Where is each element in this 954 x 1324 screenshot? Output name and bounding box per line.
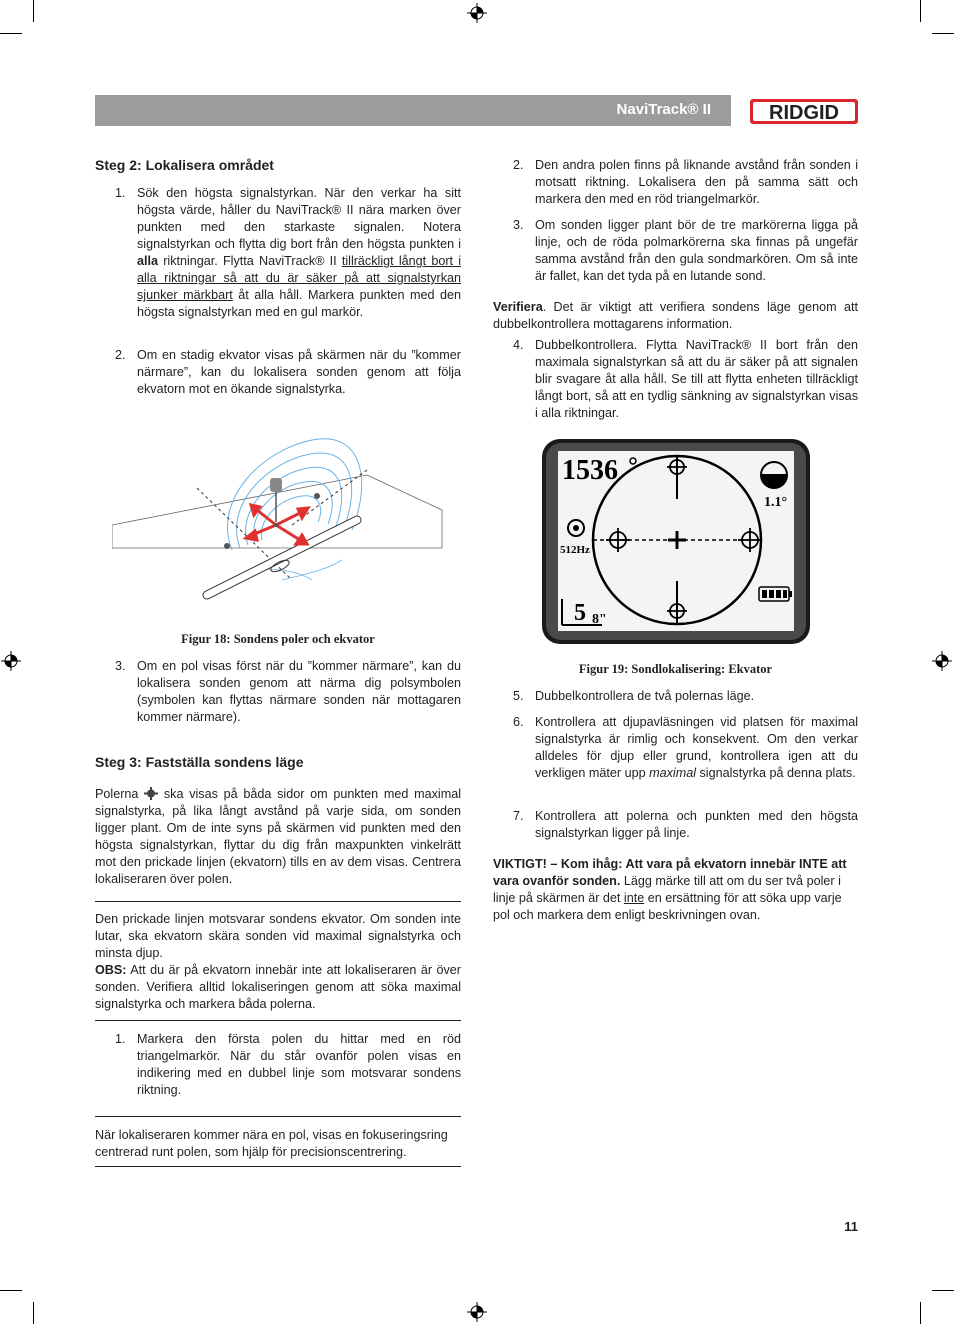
- list-item: 3. Om sonden ligger plant bör de tre markörerna ligga på linje, och de röda polmarkörerna ska finnas på ungefär samma avstånd från den gula sondmarkören. Om så inte är fallet, kan det tyda på en lutande sond.: [513, 218, 858, 283]
- depth-inch-readout: 8": [592, 612, 607, 627]
- paragraph-polerna: Polerna ska visas på båda sidor om punkten med maximal signalstyrka, på lika långt avstånd på varje sida, om sonden ligger plant. Om de inte syns på skärmen vid punkten med den högsta signalstyrkan, flyttar du dig från maxpunkten vinkelrätt mot den prickade linjen (ekvatorn) tills en av dem visas. Centrera lokaliseraren över polen.: [95, 787, 462, 886]
- step2-heading: Steg 2: Lokalisera området: [95, 157, 274, 173]
- figure-19-caption: Figur 19: Sondlokalisering: Ekvator: [578, 662, 773, 676]
- divider: [95, 901, 461, 902]
- list-item: 2. Den andra polen finns på liknande avstånd från sonden i motsatt riktning. Lokalisera den på samma sätt och markera den med en röd triangelmarkör.: [513, 158, 858, 206]
- signal-strength-readout: 1536: [562, 455, 618, 486]
- pitch-readout: 1.1°: [764, 495, 788, 510]
- list-item: 7. Kontrollera att polerna och punkten med den högsta signalstyrkan ligger på linje.: [513, 809, 858, 840]
- registration-mark-icon: [932, 651, 952, 671]
- list-item: 6. Kontrollera att djupavläsningen vid platsen för maximal signalstyrka är rimlig och konsekvent. Om den verkar alldeles för djup eller grund, kontrollera igen att du verkligen mäter upp maximal signalstyrka på denna plats.: [513, 715, 858, 780]
- list-item: 4. Dubbelkontrollera. Flytta NaviTrack® II bort från den maximala signalstyrkan så att du är säker på att signalen blir svagare åt alla håll. Se till att flytta enheten tillräckligt långt bort, så att en tydlig sänkning av signalstyrkan visas i alla riktningar.: [513, 338, 858, 420]
- ridgid-logo: [750, 96, 858, 127]
- list-item: 2. Om en stadig ekvator visas på skärmen när du ”kommer närmare”, kan du lokalisera sonden genom att följa ekvatorn mot en ökande signalstyrka.: [115, 348, 461, 396]
- frequency-readout: 512Hz: [560, 544, 590, 556]
- registration-mark-icon: [1, 651, 21, 671]
- figure-18-caption: Figur 18: Sondens poler och ekvator: [181, 632, 375, 646]
- divider: [95, 1166, 461, 1167]
- list-item: 1. Markera den första polen du hittar med en röd triangelmarkör. När du står ovanför polen visas en indikering med en dubbel linje som motsvarar sondens riktning.: [115, 1032, 461, 1097]
- header-bar: [95, 95, 731, 126]
- list-item: 1. Sök den högsta signalstyrkan. När den verkar ha sitt högsta värde, håller du NaviTrack® II nära marken över punkten med den starkaste signalen. Notera signalstyrkan och flytta dig bort från den högsta punkten i alla riktningar. Flytta NaviTrack® II tillräckligt långt bort i alla riktningar så att du är säker på att signalstyrkan sjunker märkbart åt alla håll. Markera punkten med den högsta signalstyrkan med en gul markör.: [115, 186, 461, 319]
- depth-feet-readout: 5: [574, 600, 586, 626]
- divider: [95, 1020, 461, 1021]
- list-item: 3. Om en pol visas först när du ”kommer närmare”, kan du lokalisera sonden genom att närma dig polsymbolen (symbolen kan flyttas närmare sonden när mottagaren kommer närmare).: [115, 659, 461, 724]
- figure-19-locator-screen: [542, 439, 810, 644]
- header-title: NaviTrack® II: [616, 101, 711, 118]
- note-box-equator: Den prickade linjen motsvarar sondens ekvator. Om sonden inte lutar, ska ekvatorn skära sonden vid maximal signalstyrka och minsta djup. OBS: Att du är på ekvatorn innebär inte att lokaliseraren är över sonden. Verifiera alltid lokaliseringen genom att söka maximal signalstyrka och markera båda polerna.: [95, 912, 461, 1011]
- registration-mark-icon: [467, 3, 487, 23]
- list-item: 5. Dubbelkontrollera de två polernas läge.: [513, 689, 755, 703]
- figure-18-illustration: [112, 430, 447, 615]
- divider: [95, 1116, 461, 1117]
- important-note: VIKTIGT! – Kom ihåg: Att vara på ekvatorn innebär INTE att vara ovanför sonden. Lägg märke till att om du ser två poler i linje på skärmen är det inte en ersättning för att söka upp varje pol och markera dem enligt beskrivningen ovan.: [493, 857, 847, 922]
- note-box-focus-ring: När lokaliseraren kommer nära en pol, visas en fokuseringsring centrerad runt polen, som hjälp för precisionscentrering.: [95, 1128, 448, 1159]
- page-number: 11: [844, 1219, 858, 1234]
- registration-mark-icon: [467, 1302, 487, 1322]
- step3-heading: Steg 3: Fastställa sondens läge: [95, 754, 304, 770]
- paragraph-verify: Verifiera. Det är viktigt att verifiera sondens läge genom att dubbelkontrollera mottagarens information.: [493, 300, 858, 331]
- pole-symbol-icon: [144, 787, 158, 800]
- brand-text: RIDGID: [769, 102, 839, 124]
